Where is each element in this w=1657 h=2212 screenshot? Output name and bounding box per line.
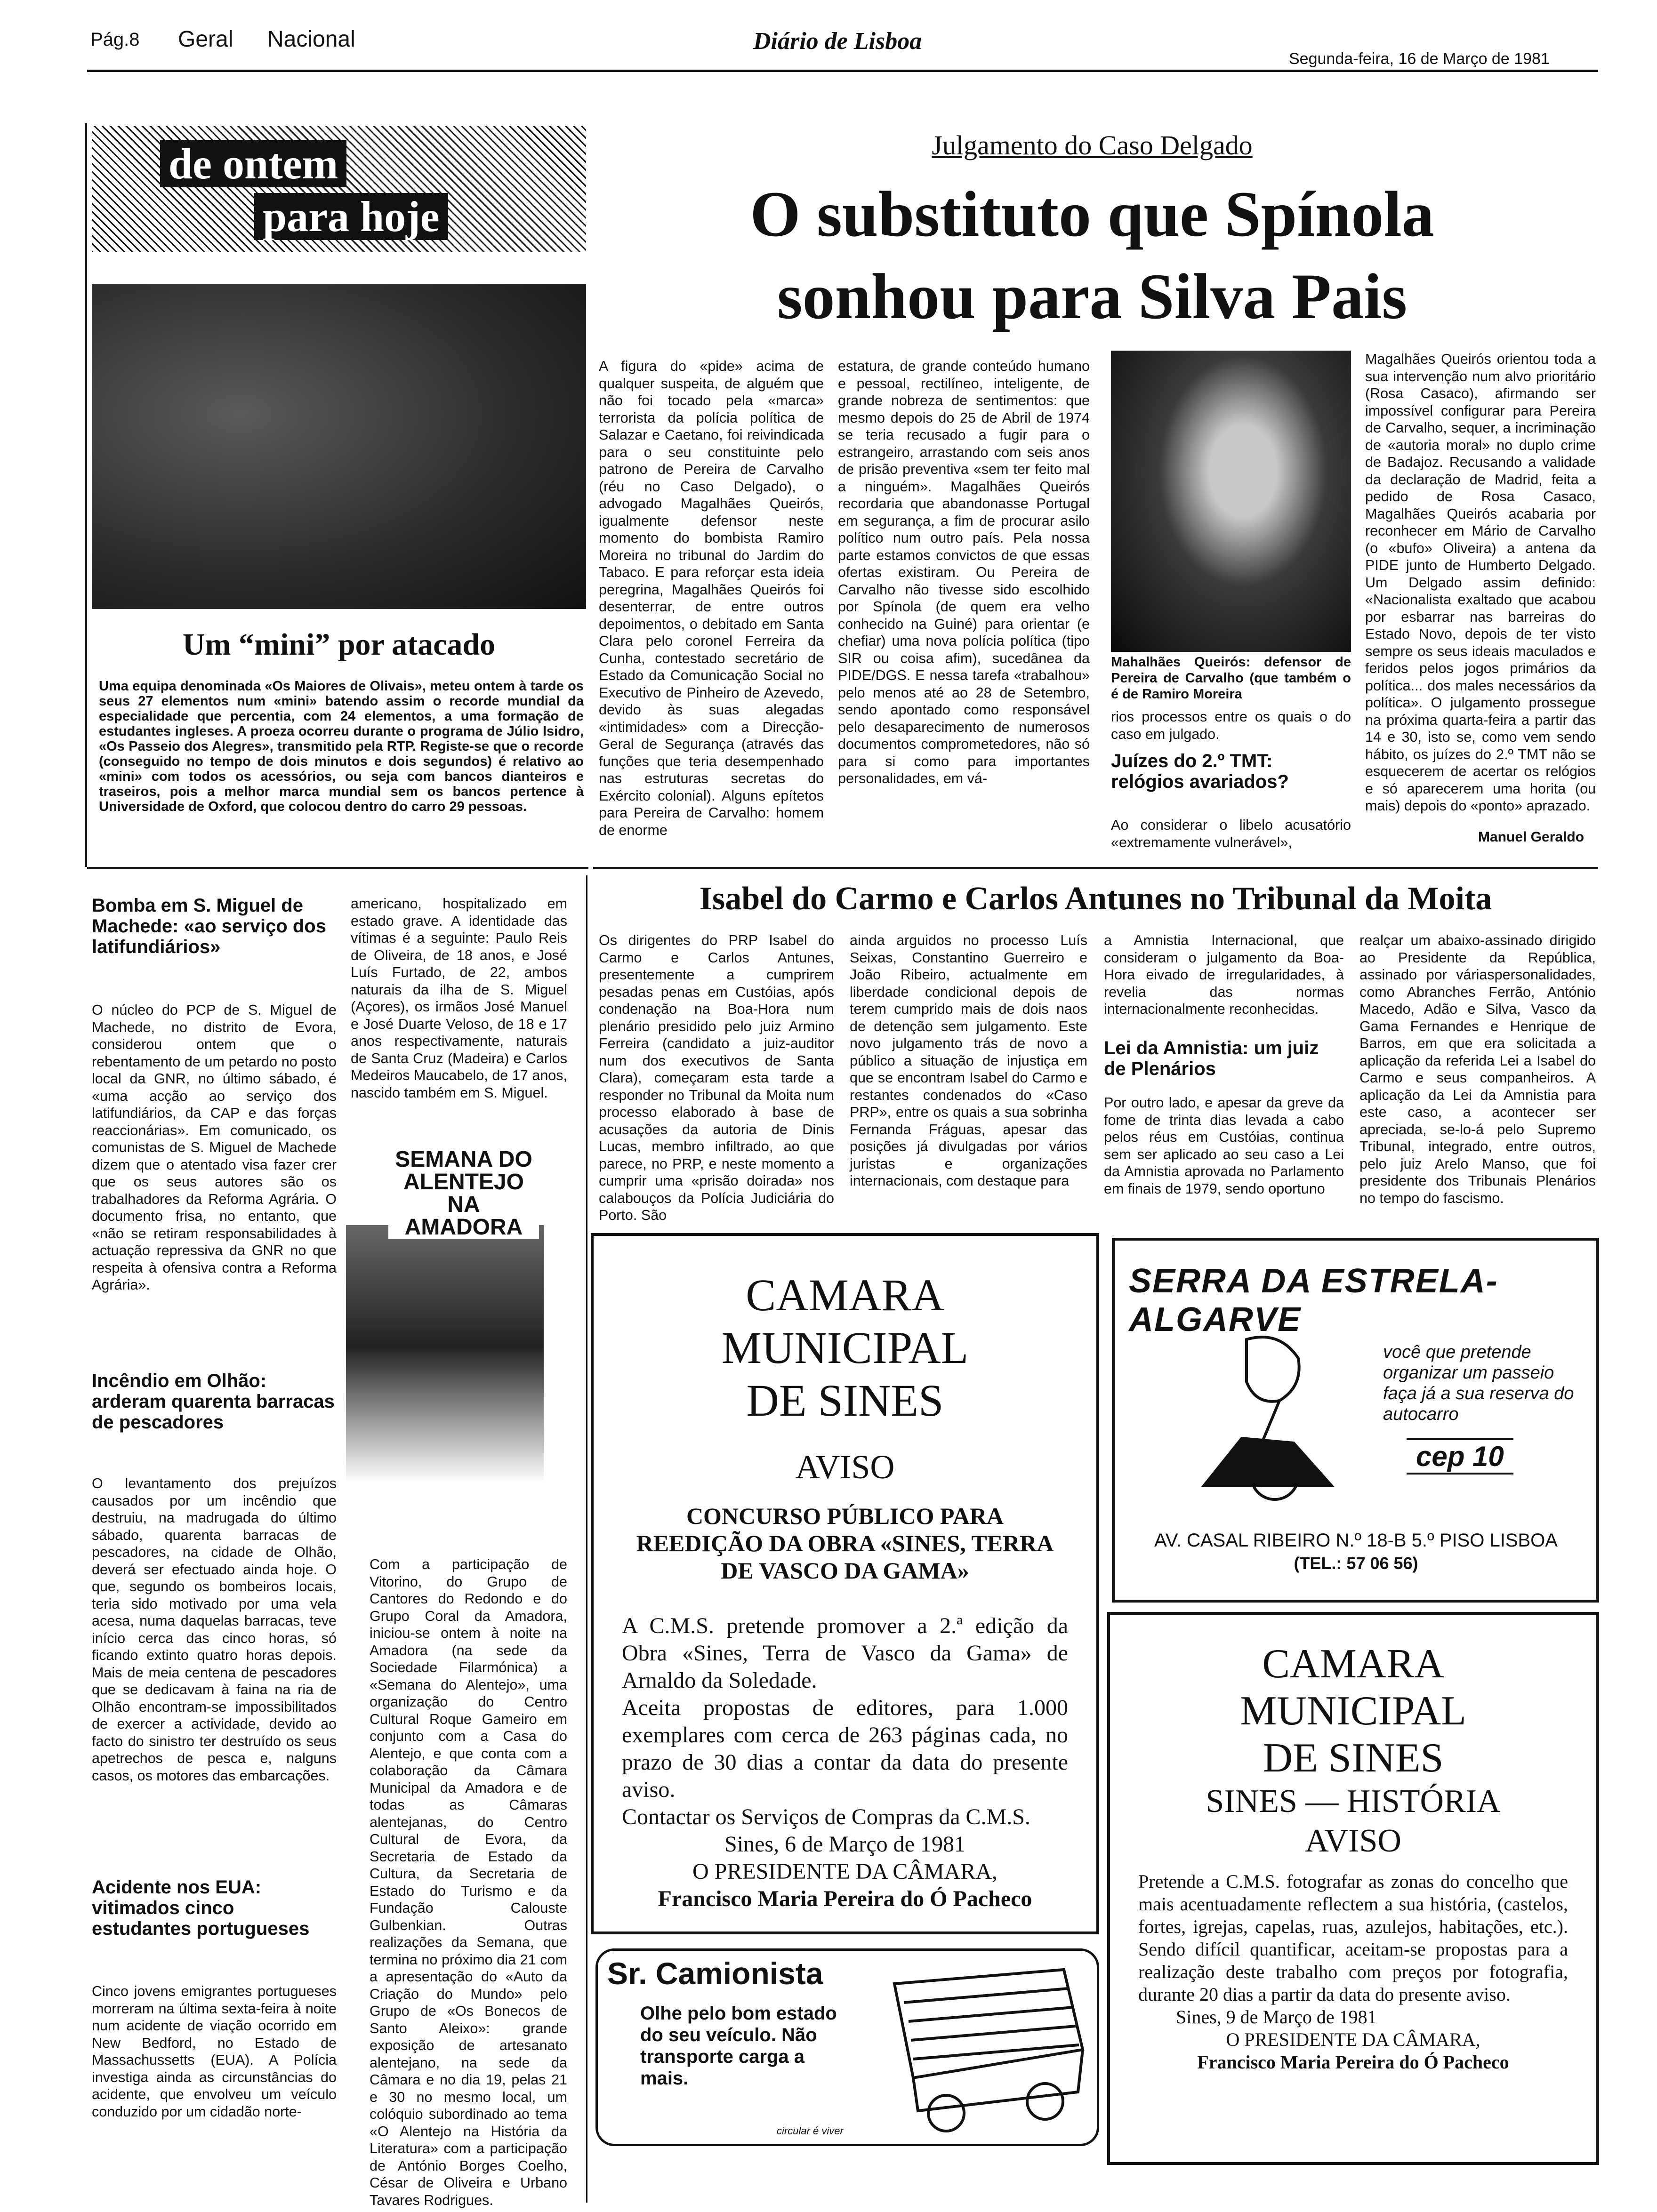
header-rule [87, 70, 1598, 72]
ad-sines-1-pres: O PRESIDENTE DA CÂMARA, [692, 1859, 998, 1884]
moita-col-3a: a Amnistia Internacional, que consideram o julgamento da Boa-Hora eivado de irregularidades, à revelia das normas internacionalmente reconhecidas. [1104, 932, 1344, 1017]
ad-camionista-slogan: circular é viver [777, 2125, 844, 2137]
eua-title: Acidente nos EUA: vitimados cinco estudantes portugueses [92, 1877, 310, 1939]
mini-text: Uma equipa denominada «Os Maiores de Olivais», meteu ontem à tarde os seus 27 elementos num «mini» batendo assim o recorde mundial da especialidade que percentia, com 24 elementos, a uma formação de estudantes ingleses. A proeza ocorreu durante o programa de Júlio Isidro, «Os Passeio dos Alegres», transmitido pela RTP. Registe-se que o recorde (conseguido no tempo de dois minutos e dois segundos) é relativo ao «mini» com todos os acessórios, ou seja com bancos dianteiros e traseiros, pois a melhor marca mundial sem os bancos pertence à Universidade de Oxford, que colocou dentro do carro 29 pessoas. [99, 679, 584, 814]
mini-title: Um “mini” por atacado [182, 627, 496, 662]
olhao-title: Incêndio em Olhão: arderam quarenta barracas de pescadores [92, 1370, 335, 1433]
ad-sines-1-p2: Aceita propostas de editores, para 1.000 exemplares com cerca de 263 páginas cada, no prazo de 30 dias a contar da data do presente aviso. [622, 1695, 1068, 1802]
ad-sines-1 [591, 1233, 1099, 1934]
ontem-banner [92, 126, 586, 252]
delgado-title-1: O substituto que Spínola [750, 178, 1434, 250]
ad-sines-2 [1107, 1612, 1599, 2165]
issue-date: Segunda-feira, 16 de Março de 1981 [1289, 50, 1550, 68]
delgado-subhead: Juízes do 2.º TMT: relógios avariados? [1111, 751, 1289, 792]
truck-icon [876, 1956, 1092, 2139]
ad-serra-tel: (TEL.: 57 06 56) [1294, 1554, 1418, 1573]
masthead-logo: Diário de Lisboa [753, 28, 922, 55]
ad-sines-1-l1: CAMARA [746, 1270, 944, 1320]
ad-camionista-text: Olhe pelo bom estado do seu veículo. Não transporte carga a mais. [640, 2003, 837, 2089]
moita-col-3b: Por outro lado, e apesar da greve da fome de trinta dias levada a cabo pelos réus em Custóias, continua sem ser aplicado ao seu caso a Lei da Amnistia aprovada no Parlamento em finais de 1979, sendo oportuno [1104, 1095, 1344, 1197]
ad-serra-speech: você que pretende organizar um passeio faça já a sua reserva do autocarro [1383, 1342, 1574, 1424]
queiros-photo [1111, 351, 1351, 652]
ad-sines-2-p1: Pretende a C.M.S. fotografar as zonas do concelho que mais acentuadamente reflectem a sua história, (castelos, fortes, igrejas, capelas, ruas, azulejos, habitações, etc.). Sendo difícil quantificar, aceitam-se propostas para a realização deste trabalho com preços por fotografia, durante 20 dias a partir da data do presente aviso. [1138, 1871, 1568, 2005]
ad-sines-2-l3: DE SINES [1263, 1735, 1444, 1781]
ad-sines-2-l1: CAMARA [1262, 1641, 1444, 1687]
subsection-label: Nacional [267, 27, 355, 52]
olhao-text: O levantamento dos prejuízos causados por um incêndio que destruiu, na madrugada do último sábado, quarenta barracas de pescadores, na cidade de Olhão, deverá ser efectuado ainda hoje. O que, segundo os bombeiros locais, teria sido motivado por uma vela acesa, numa daquelas barracas, teve início cerca das cinco horas, só ficando extinto quatro horas depois. Mais de meia centena de pescadores que se dedicavam à faina na ria de Olhão encontram-se impossibilitados de exercer a actividade, devido ao facto do sinistro ter destruído os seus apetrechos de pesca e, nalguns casos, os motores das embarcações. [92, 1475, 337, 1784]
ad-sines-1-p3: Contactar os Serviços de Compras da C.M.S. [622, 1804, 1030, 1829]
bomba-title: Bomba em S. Miguel de Machede: «ao serviço dos latifundiários» [92, 895, 326, 957]
ad-sines-2-pres: O PRESIDENTE DA CÂMARA, [1226, 2029, 1480, 2050]
ad-camionista-title: Sr. Camionista [607, 1956, 823, 1991]
delgado-col-2: estatura, de grande conteúdo humano e pessoal, rectilíneo, inteligente, de grande nobreza de sentimentos: que mesmo depois do 25 de Abril de 1974 se teria recusado a fugir para o estrangeiro, arrastando com seis anos de prisão preventiva «sem ter feito mal a ninguém». Magalhães Queirós recordaria que abandonasse Portugal em segurança, a fim de procurar asilo político num outro país. Pela nossa parte estamos convictos de que essas ofertas existiram. Ou Pereira de Carvalho não tivesse sido escolhido por Spínola (de quem era velho conhecido na Guiné) para orientar (e chefiar) uma nova polícia política (tipo SIR ou coisa afim), sucedânea da PIDE/DGS. E nessa tarefa «trabalhou» pelo menos até ao 28 de Setembro, sendo apontado como responsável pelo desaparecimento de numerosos documentos comprometedores, não só para si como para importantes personalidades, em vá- [838, 358, 1090, 786]
bus-driver-icon [1176, 1321, 1392, 1504]
ad-sines-2-l2: MUNICIPAL [1240, 1688, 1466, 1734]
delgado-col-3b: Ao considerar o libelo acusatório «extremamente vulnerável», [1111, 817, 1351, 850]
ad-serra-brand: cep 10 [1407, 1438, 1513, 1475]
delgado-kicker: Julgamento do Caso Delgado [932, 130, 1253, 160]
ontem-title-2: para hoje [254, 193, 448, 240]
left-rule [85, 123, 87, 867]
ad-sines-2-date: Sines, 9 de Março de 1981 [1176, 2006, 1377, 2028]
ad-sines-1-aviso: AVISO [795, 1448, 895, 1486]
ad-sines-1-concurso: CONCURSO PÚBLICO PARA REEDIÇÃO DA OBRA «SINES, TERRA DE VASCO DA GAMA» [636, 1503, 1054, 1584]
ad-sines-1-name: Francisco Maria Pereira do Ó Pacheco [658, 1886, 1032, 1911]
delgado-col-1: A figura do «pide» acima de qualquer suspeita, de alguém que não foi tocado pela «marca» terrorista da polícia política de Salazar e Caetano, foi reivindicada para o seu constituinte pelo patrono de Pereira de Carvalho (réu no Caso Delgado), o advogado Magalhães Queirós, igualmente defensor neste momento do bombista Ramiro Moreira no tribunal do Jardim do Tabaco. E para reforçar esta ideia peregrina, Magalhães Queirós foi desenterrar, de entre outros depoimentos, o debitado em Santa Clara pelo coronel Ferreira da Cunha, contestado secretário de Estado da Comunicação Social no Executivo de Pinheiro de Azevedo, devido às suas alegadas «intimidades» com a Direcção-Geral de Segurança (através das funções que teria desempenhado nas estruturas secretas do Exército colonial). Alguns epítetos para Pereira de Carvalho: homem de enorme [599, 358, 824, 838]
moita-subhead: Lei da Amnistia: um juiz de Plenários [1104, 1038, 1319, 1079]
ad-camionista [595, 1948, 1099, 2146]
ad-sines-1-l2: MUNICIPAL [721, 1322, 969, 1373]
moita-col-2: ainda arguidos no processo Luís Seixas, Constantino Guerreiro e João Ribeiro, actualmente em liberdade condicional depois de terem cumprido mais de dois naos de detenção sem julgamento. Este novo julgamento trás de novo a público a situação de injustiça em que se encontram Isabel do Carmo e restantes condenados do «Caso PRP», entre os quais a sua sobrinha Fernanda Fráguas, apesar das posições já divulgadas por vários juristas e organizações internacionais, com destaque para [850, 932, 1087, 1189]
ontem-title-1: de ontem [160, 140, 346, 187]
ad-sines-1-date: Sines, 6 de Março de 1981 [724, 1832, 965, 1857]
moita-col-1: Os dirigentes do PRP Isabel do Carmo e Carlos Antunes, presentemente a cumprirem pesadas penas em Custóias, após condenação na Boa-Hora num plenário presidido pelo juiz Armino Ferreira (candidato a juiz-auditor num dos executivos de Santa Clara), começaram esta tarde a responder no Tribunal da Moita num processo elaborado à base de acusações da autoria de Dinis Lucas, membro infiltrado, ao que parece, no PRP, e neste momento a cumprir uma «prisão doirada» nos calabouços da Polícia Judiciária do Porto. São [599, 932, 834, 1223]
delgado-col-3a: rios processos entre os quais o do caso em julgado. [1111, 709, 1351, 742]
section-label: Geral [178, 27, 233, 52]
alentejo-poster [346, 1144, 544, 1483]
queiros-caption: Mahalhães Queirós: defensor de Pereira de Carvalho (que também o é de Ramiro Moreira [1111, 655, 1351, 702]
alentejo-text: Com a participação de Vitorino, do Grupo de Cantores do Redondo e do Grupo Coral da Amadora, iniciou-se ontem à noite na Amadora (na sede da Sociedade Filarmónica) a «Semana do Alentejo», uma organização do Centro Cultural Roque Gameiro em conjunto com a Casa do Alentejo, e que conta com a colaboração da Câmara Municipal da Amadora e de todas as Câmaras alentejanas, do Centro Cultural de Evora, da Secretaria de Estado da Cultura, da Secretaria de Estado do Turismo e da Fundação Calouste Gulbenkian. Outras realizações da Semana, que termina no próximo dia 21 com a apresentação do «Auto da Criação do Mundo» pelo Grupo de «Os Bonecos de Santo Aleixo»: grande exposição de artesanato alentejano, na sede da Câmara e no dia 19, pelas 21 e 30 no mesmo local, um colóquio subordinado ao tema «O Alentejo na História da Literatura» com a participação de António Borges Coelho, César de Oliveira e Urbano Tavares Rodrigues. [370, 1556, 567, 2208]
eua-text: Cinco jovens emigrantes portugueses morreram na última sexta-feira à noite num acidente de viação ocorrido em New Bedford, no Estado de Massachussetts (EUA). A Polícia investiga ainda as circunstâncias do acidente, que envolveu um veículo conduzido por um cidadão norte- [92, 1983, 337, 2120]
bomba-text: O núcleo do PCP de S. Miguel de Machede, no distrito de Evora, considerou ontem que o rebentamento de um petardo no posto local da GNR, no último sábado, é «uma acção ao serviço dos latifundiários, da CAP e das forças reaccionárias». Em comunicado, os comunistas de S. Miguel de Machede dizem que o atentado visa fazer crer que os seus autores são os trabalhadores da Reforma Agrária. O documento frisa, no entanto, que «não se retiram responsabilidades à actuação repressiva da GNR no que respeita à ofensiva contra a Reforma Agrária». [92, 1002, 337, 1293]
ad-serra [1112, 1238, 1599, 1603]
ad-sines-1-l3: DE SINES [746, 1375, 944, 1426]
eua-text-continued: americano, hospitalizado em estado grave. A identidade das vítimas é a seguinte: Paulo Reis de Oliveira, de 18 anos, e José Luís Furtado, de 22, ambos naturais da ilha de S. Miguel (Açores), os irmãos José Manuel e José Duarte Veloso, de 18 e 17 anos respectivamente, naturais de Santa Cruz (Madeira) e Carlos Medeiros Maucabelo, de 17 anos, nascido também em S. Miguel. [351, 896, 567, 1101]
page-number: Pág.8 [90, 29, 140, 50]
ad-sines-2-name: Francisco Maria Pereira do Ó Pacheco [1197, 2052, 1509, 2073]
delgado-title-2: sonhou para Silva Pais [777, 260, 1408, 332]
alentejo-poster-title: SEMANA DO ALENTEJO NA AMADORA [388, 1148, 539, 1239]
delgado-col-4: Magalhães Queirós orientou toda a sua intervenção num alvo prioritário (Rosa Casaco), afirmando ser impossível configurar para Pereira de Carvalho, sequer, a incriminação de «autoria moral» no duplo crime de Badajoz. Recusando a validade da declaração de Madrid, feita a pedido de Rosa Casaco, Magalhães Queirós acabaria por reconhecer em Mário de Carvalho (o «bufo» Oliveira) a antena da PIDE junto de Humberto Delgado. Um Delgado assim definido: «Nacionalista exaltado que acabou por esbarrar nas barreiras do Estado Novo, depois de ter visto sempre os seus ideais maculados e feridos pelos jogos primários da política... dos males necessários da política». O julgamento prossegue na próxima quarta-feira a partir das 14 e 30, isto se, como vem sendo hábito, os juízes do 2.º TMT não se esquecerem de acertar os relógios e só aparecerem uma horita (ou mais) depois do «ponto» aprazado. [1365, 351, 1596, 814]
ad-serra-title: SERRA DA ESTRELA-ALGARVE [1129, 1262, 1498, 1338]
ad-sines-1-p1: A C.M.S. pretende promover a 2.ª edição da Obra «Sines, Terra de Vasco da Gama» de Arnaldo da Soledade. [622, 1613, 1068, 1693]
moita-title: Isabel do Carmo e Carlos Antunes no Tribunal da Moita [699, 881, 1492, 917]
ad-serra-address: AV. CASAL RIBEIRO N.º 18-B 5.º PISO LISBOA [1154, 1530, 1558, 1551]
delgado-byline: Manuel Geraldo [1478, 829, 1585, 845]
ad-sines-2-sub: SINES — HISTÓRIA [1206, 1783, 1501, 1819]
moita-col-4: realçar um abaixo-assinado dirigido ao Presidente da República, assinado por váriaspersonalidades, como Abranches Ferrão, António Macedo, Adão e Silva, Vasco da Gama Fernandes e Henrique de Barros, em que era solicitada a aplicação da referida Lei a Isabel do Carmo e seus companheiros. A aplicação da Lei da Amnistia para este caso, a acontecer ser apreciada, se-lo-á pelo Supremo Tribunal, integrado, entre outros, pelo juiz Arelo Manso, que foi presidente dos Tribunais Plenários no tempo do fascismo. [1359, 932, 1596, 1206]
ad-sines-2-aviso: AVISO [1305, 1823, 1401, 1859]
mini-photo [92, 284, 586, 609]
